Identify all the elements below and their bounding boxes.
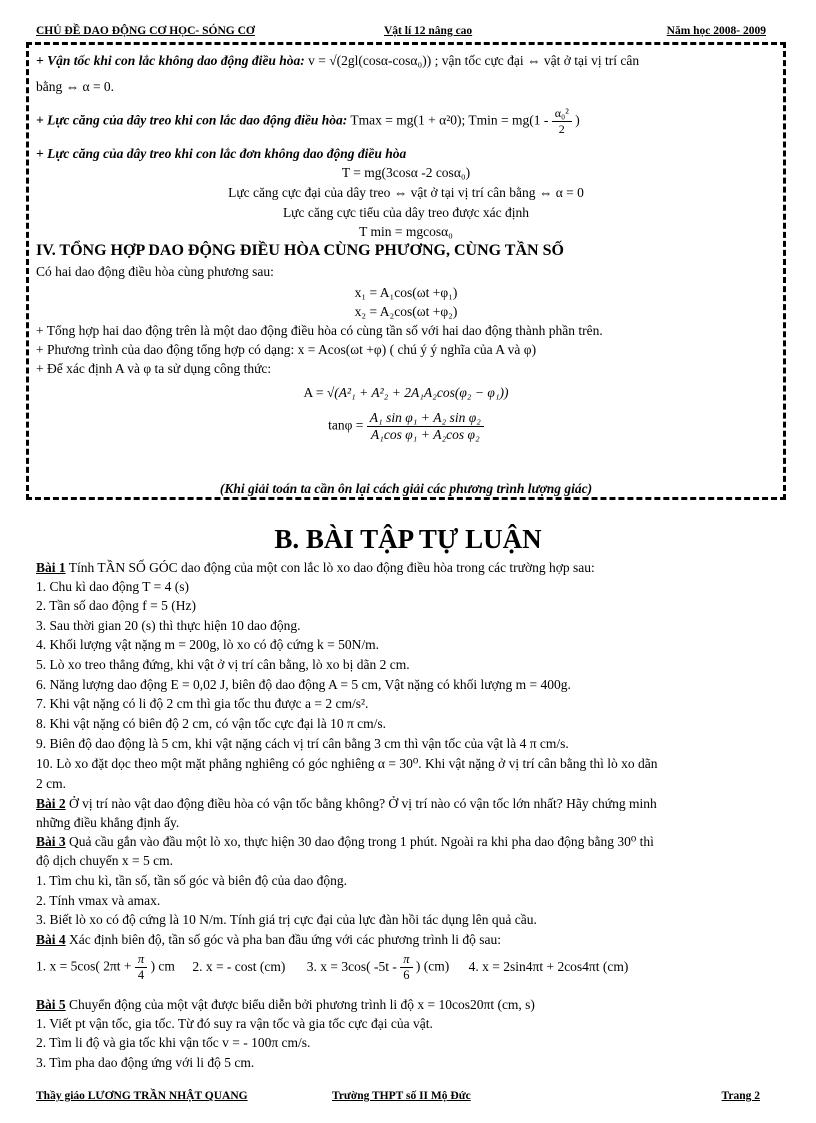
amplitude-lhs: A = xyxy=(303,385,324,400)
bai1-item: 1. Chu kì dao động T = 4 (s) xyxy=(36,579,189,594)
equation-x2: x₂ = A₂cos(ωt +φ₂) xyxy=(354,304,458,319)
bai1-item: 2. Tần số dao động f = 5 (Hz) xyxy=(36,598,196,613)
tension-frac-num: α₀² xyxy=(552,106,572,122)
bai1-label: Bài 1 xyxy=(36,560,66,575)
velocity-line-2: bằng ⇔ α = 0. xyxy=(36,79,115,94)
bai4-eq2: 2. x = - cost (cm) xyxy=(192,958,286,974)
tension-line xyxy=(36,106,580,137)
bai5-label: Bài 5 xyxy=(36,997,66,1012)
bai1-heading xyxy=(36,560,595,576)
tension-fraction xyxy=(552,106,572,137)
bai1-item: 3. Sau thời gian 20 (s) thì thực hiện 10 dao động. xyxy=(36,618,301,633)
bai3-label: Bài 3 xyxy=(36,834,66,849)
header-subject: Vật lí 12 nâng cao xyxy=(384,25,473,37)
bai4-text: Xác định biên độ, tần số góc và pha ban đầu ứng với các phương trình li độ sau: xyxy=(65,932,501,947)
tan-formula xyxy=(26,410,786,443)
bai3-item: 2. Tính vmax và amax. xyxy=(36,893,161,908)
bai1-item: 5. Lò xo treo thẳng đứng, khi vật ở vị trí cân bằng, lò xo bị dãn 2 cm. xyxy=(36,657,410,672)
tan-lhs: tanφ = xyxy=(328,417,364,433)
bai4-eq1-num: π xyxy=(135,952,147,968)
bai1-item: 6. Năng lượng dao động E = 0,02 J, biên độ dao động A = 5 cm, Vật nặng có khối lượng m = 400g. xyxy=(36,677,571,692)
header-year: Năm học 2008- 2009 xyxy=(666,25,766,37)
footer-page: Trang 2 xyxy=(721,1090,760,1102)
bai2-text: Ở vị trí nào vật dao động điều hòa có vận tốc bằng không? Ở vị trí nào có vận tốc lớn nhất? Hãy chứng minh xyxy=(65,796,657,811)
bai3-text: Quả cầu gắn vào đầu một lò xo, thực hiện 30 dao động trong 1 phút. Ngoài ra khi pha dao động bằng 30⁰ thì xyxy=(65,834,654,849)
tension2-label: + Lực căng của dây treo khi con lắc đơn không dao động điều hòa xyxy=(36,146,407,161)
bai1-item: 7. Khi vật nặng có li độ 2 cm thì gia tốc thu được a = 2 cm/s². xyxy=(36,696,369,711)
bai2-text-2: những điều khẳng định ấy. xyxy=(36,815,180,830)
bai4-eq1-fraction xyxy=(135,952,147,983)
bai5-item: 1. Viết pt vận tốc, gia tốc. Từ đó suy ra vận tốc và gia tốc cực đại của vật. xyxy=(36,1016,433,1031)
bai4-eq3-fraction xyxy=(400,952,412,983)
page-header xyxy=(36,25,766,41)
footer-teacher: Thầy giáo LƯƠNG TRẦN NHẬT QUANG xyxy=(36,1090,248,1102)
velocity-formula: v = √(2gl(cosα-cosα₀)) xyxy=(308,53,432,68)
equation-x1: x₁ = A₁cos(ωt +φ₁) xyxy=(354,285,458,300)
bai1-text: Tính TẦN SỐ GÓC dao động của một con lắc lò xo dao động điều hòa trong các trường hợp sau: xyxy=(65,560,595,575)
bullet-3: + Để xác định A và φ ta sử dụng công thức: xyxy=(36,361,272,376)
bai3-item: 3. Biết lò xo có độ cứng là 10 N/m. Tính giá trị cực đại của lực đàn hồi tác dụng lên quả cầu. xyxy=(36,912,537,927)
bai4-eq1-den: 4 xyxy=(137,968,145,982)
header-topic: CHỦ ĐỀ DAO ĐỘNG CƠ HỌC- SÓNG CƠ xyxy=(36,25,255,37)
bai1-item: 9. Biên độ dao động là 5 cm, khi vật nặng cách vị trí cân bằng 3 cm thì vận tốc của vật là 4 π cm/s. xyxy=(36,736,569,751)
tension2-formula: T = mg(3cosα -2 cosα₀) xyxy=(341,165,471,180)
footer-school: Trường THPT số II Mộ Đức xyxy=(332,1090,471,1102)
bai2-label: Bài 2 xyxy=(36,796,66,811)
bai4-eq1-end: ) cm xyxy=(150,958,175,974)
tension-close: ) xyxy=(575,112,580,128)
bai4-heading xyxy=(36,932,501,948)
section-b-title: B. BÀI TẬP TỰ LUẬN xyxy=(274,524,542,554)
bai4-eq3-num: π xyxy=(400,952,412,968)
bai4-eq3-end: ) (cm) xyxy=(415,958,450,974)
velocity-tail: ; vận tốc cực đại ⇔ vật ở tại vị trí cân xyxy=(434,53,640,68)
bai5-item: 3. Tìm pha dao động ứng với li độ 5 cm. xyxy=(36,1055,255,1070)
bai4-eq1-start: 1. x = 5cos( 2πt + xyxy=(36,958,132,974)
tension-min-line: Lực căng cực tiểu của dây treo được xác định xyxy=(282,205,530,220)
bai5-item: 2. Tìm li độ và gia tốc khi vận tốc v = - 100π cm/s. xyxy=(36,1035,311,1050)
bai1-item: 4. Khối lượng vật nặng m = 200g, lò xo có độ cứng k = 50N/m. xyxy=(36,637,379,652)
bai4-equations xyxy=(36,952,628,983)
bai3-heading xyxy=(36,834,654,850)
amplitude-formula xyxy=(26,385,786,401)
tension-frac-den: 2 xyxy=(558,122,565,136)
tension-max-line: Lực căng cực đại của dây treo ⇔ vật ở tại vị trí cân bằng ⇔ α = 0 xyxy=(228,185,584,200)
bai1-item: 2 cm. xyxy=(36,776,66,791)
bai1-item: 10. Lò xo đặt dọc theo một mặt phẳng nghiêng có góc nghiêng α = 30⁰. Khi vật nặng ở vị trí cân bằng thì lò xo dãn xyxy=(36,756,658,771)
section-4-title: IV. TỔNG HỢP DAO ĐỘNG ĐIỀU HÒA CÙNG PHƯƠNG, CÙNG TẦN SỐ xyxy=(36,242,564,259)
bai2-heading xyxy=(36,796,657,812)
tension-min-formula: T min = mgcosα₀ xyxy=(359,224,453,239)
bai1-item: 8. Khi vật nặng có biên độ 2 cm, có vận tốc cực đại là 10 π cm/s. xyxy=(36,716,387,731)
tension-formula: Tmax = mg(1 + α²0); Tmin = mg(1 - xyxy=(350,112,549,128)
bullet-1: + Tổng hợp hai dao động trên là một dao động điều hòa có cùng tần số với hai dao động thành phần trên. xyxy=(36,323,603,338)
bai4-eq4: 4. x = 2sin4πt + 2cos4πt (cm) xyxy=(468,958,629,974)
bai3-text-2: độ dịch chuyển x = 5 cm. xyxy=(36,853,173,868)
bai4-eq3-den: 6 xyxy=(403,968,410,982)
bai3-item: 1. Tìm chu kì, tần số, tần số góc và biên độ của dao động. xyxy=(36,873,347,888)
tan-numerator: A₁ sin φ₁ + A₂ sin φ₂ xyxy=(367,410,484,427)
amplitude-rhs: √(A²₁ + A²₂ + 2A₁A₂cos(φ₂ − φ₁)) xyxy=(326,385,509,400)
section-4-intro: Có hai dao động điều hòa cùng phương sau: xyxy=(36,264,274,279)
theory-note: (Khi giải toán ta cần ôn lại cách giải các phương trình lượng giác) xyxy=(219,481,593,496)
bai4-label: Bài 4 xyxy=(36,932,66,947)
bai4-eq3-start: 3. x = 3cos( -5t - xyxy=(306,958,397,974)
velocity-label: + Vận tốc khi con lắc không dao động điều hòa: xyxy=(36,53,305,68)
bai5-heading xyxy=(36,997,535,1013)
tan-fraction xyxy=(367,410,484,443)
tension-label: + Lực căng của dây treo khi con lắc dao động điều hòa: xyxy=(36,112,348,128)
velocity-line xyxy=(36,53,639,69)
bai5-text: Chuyển động của một vật được biểu diễn bởi phương trình li độ x = 10cos20πt (cm, s) xyxy=(65,997,535,1012)
tan-denominator: A₁cos φ₁ + A₂cos φ₂ xyxy=(370,427,480,442)
bullet-2: + Phương trình của dao động tổng hợp có dạng: x = Acos(ωt +φ) ( chú ý ý nghĩa của A và φ) xyxy=(36,342,537,357)
